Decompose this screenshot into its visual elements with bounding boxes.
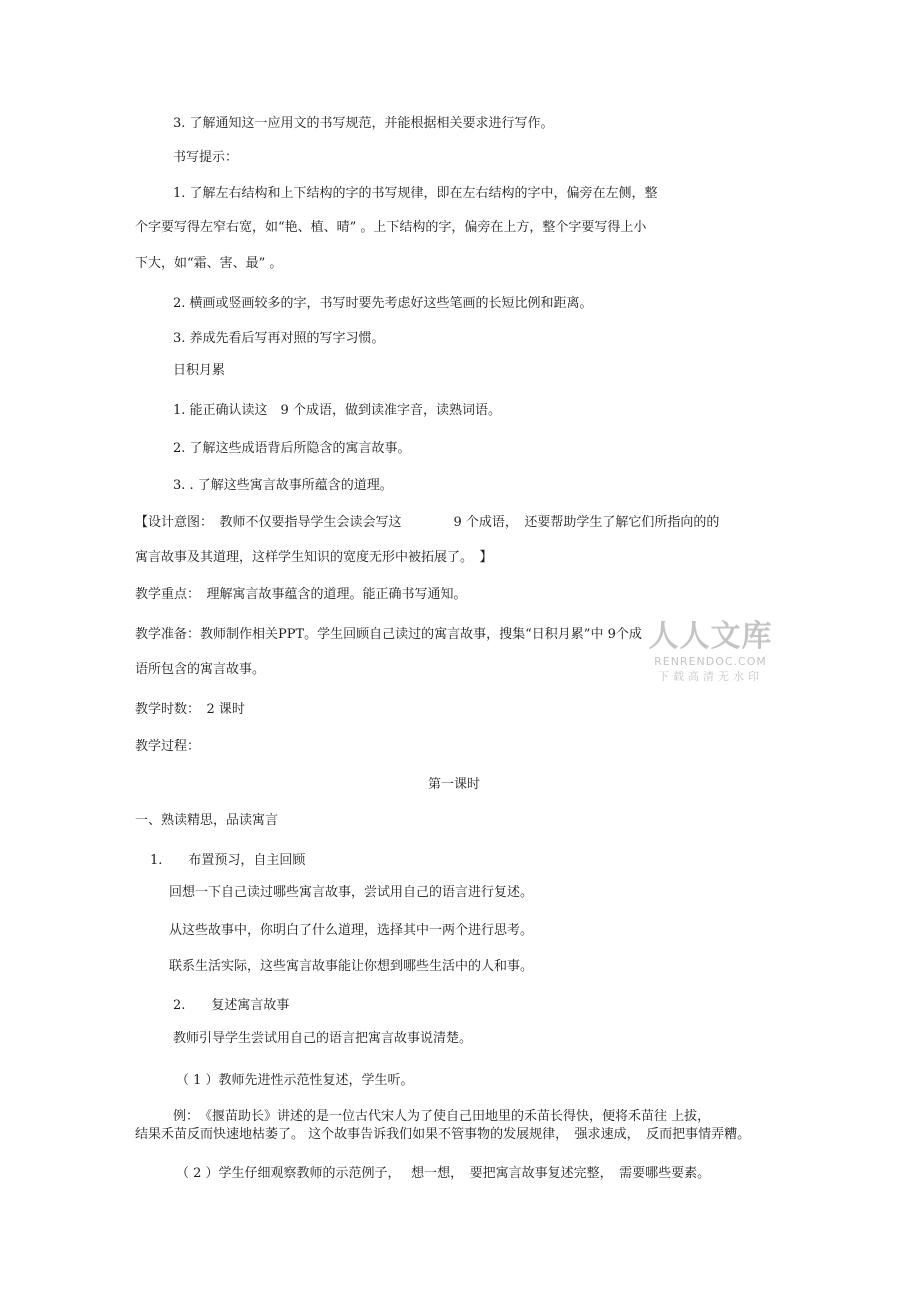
tip-1-line-1: 1. 了解左右结构和上下结构的字的书写规律，即在左右结构的字中，偏旁在左侧，整 (173, 186, 658, 201)
teaching-process: 教学过程： (135, 739, 201, 754)
watermark-title: 人人文库 (648, 619, 773, 654)
teaching-prep-line-2: 语所包含的寓言故事。 (135, 662, 266, 677)
example-line-1: 例： 《揠苗助长》讲述的是一位古代宋人为了使自己田地里的禾苗长得快，便将禾苗往 上拔， (173, 1109, 711, 1124)
step-1-paragraph-1: 回想一下自己读过哪些寓言故事，尝试用自己的语言进行复述。 (169, 885, 534, 900)
design-intent-line-2: 寓言故事及其道理，这样学生知识的宽度无形中被拓展了。 】 (135, 550, 493, 565)
teaching-key-points: 教学重点： 理解寓言故事蕴含的道理。能正确书写通知。 (135, 587, 467, 602)
design-intent-line-1: 【设计意图： 教师不仅要指导学生会读会写这 9 个成语， 还要帮助学生了解它们所指向的的 (135, 515, 720, 530)
goal-3: 3. 了解通知这一应用文的书写规范，并能根据相关要求进行写作。 (173, 116, 554, 131)
sub-step-2: （ 2 ）学生仔细观察教师的示范例子， 想一想， 要把寓言故事复述完整， 需要哪些要素。 (176, 1166, 711, 1181)
writing-tips-heading: 书写提示： (173, 150, 239, 165)
tip-2: 2. 横画或竖画较多的字，书写时要先考虑好这些笔画的长短比例和距离。 (173, 296, 593, 311)
accumulation-item-3: 3. . 了解这些寓言故事所蕴含的道理。 (173, 478, 393, 493)
watermark-domain: RENRENDOC.COM (654, 655, 767, 668)
accumulation-item-1: 1. 能正确认读这 9 个成语，做到读准字音，读熟词语。 (173, 403, 501, 418)
tip-1-line-2: 个字要写得左窄右宽，如“艳、植、晴” 。上下结构的字，偏旁在上方，整个字要写得上小 (135, 220, 647, 235)
tip-1-line-3: 下大，如“霜、害、最” 。 (135, 256, 283, 271)
watermark-slogan: 下载高清无水印 (658, 670, 763, 683)
watermark (648, 620, 773, 683)
step-1-paragraph-3: 联系生活实际，这些寓言故事能让你想到哪些生活中的人和事。 (169, 959, 534, 974)
accumulation-item-2: 2. 了解这些成语背后所隐含的寓言故事。 (173, 441, 411, 456)
accumulation-heading: 日积月累 (173, 363, 226, 378)
example-line-2: 结果禾苗反而快速地枯萎了。 这个故事告诉我们如果不管事物的发展规律， 强求速成， 反而把事情弄糟。 (135, 1127, 751, 1142)
lesson-title: 第一课时 (428, 777, 481, 792)
tip-3: 3. 养成先看后写再对照的写字习惯。 (173, 331, 385, 346)
sub-step-1: （ 1 ）教师先进性示范性复述，学生听。 (176, 1073, 414, 1088)
step-2-title: 2. 复述寓言故事 (173, 998, 290, 1013)
part-1-heading: 一、熟读精思，品读寓言 (135, 813, 279, 828)
teaching-prep-line-1: 教学准备：教师制作相关PPT。学生回顾自己读过的寓言故事，搜集“日积月累”中 9个成 (135, 627, 642, 642)
teaching-hours: 教学时数： 2 课时 (135, 702, 245, 717)
step-2-intro: 教师引导学生尝试用自己的语言把寓言故事说清楚。 (173, 1031, 473, 1046)
step-1-paragraph-2: 从这些故事中，你明白了什么道理，选择其中一两个进行思考。 (169, 923, 534, 938)
step-1-title: 1. 布置预习，自主回顾 (150, 853, 306, 868)
